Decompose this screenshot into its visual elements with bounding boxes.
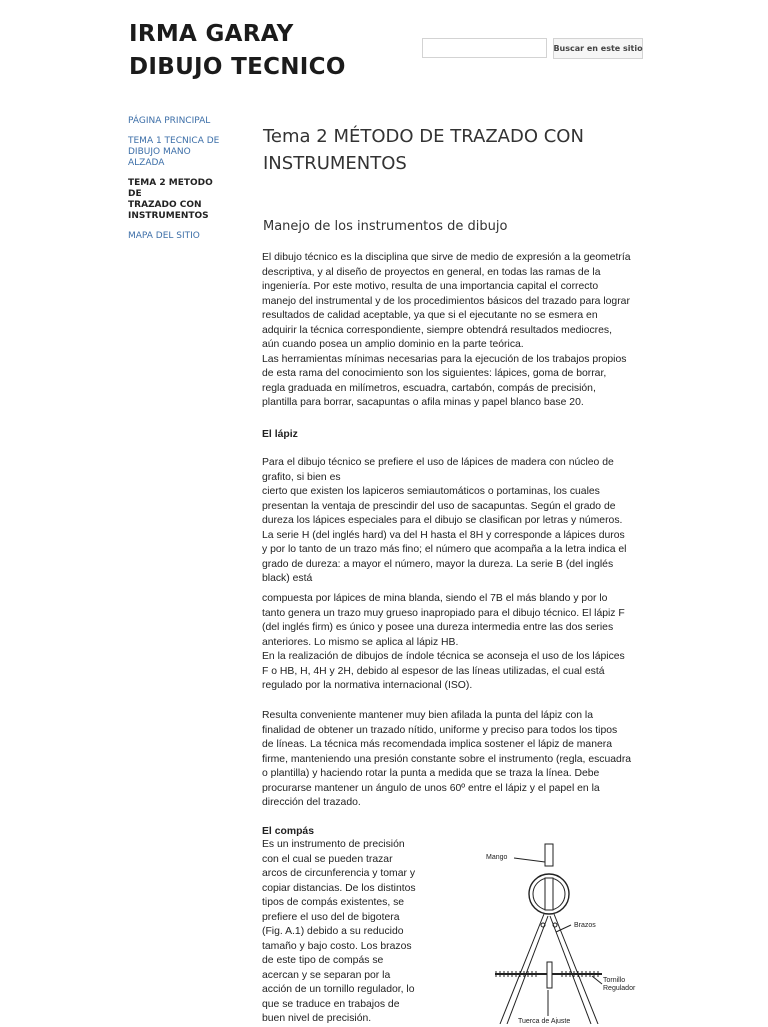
sidebar-item-tema-1[interactable] <box>128 136 228 169</box>
text-line: F o HB, H, 4H y 2H, debido al espesor de las líneas utilizadas, el cual está <box>262 665 605 677</box>
label-brazos: Brazos <box>574 922 596 929</box>
sidebar-item-tema-2[interactable] <box>128 178 228 222</box>
text-line: En la realización de dibujos de índole técnica se aconseja el uso de los lápices <box>262 651 625 662</box>
search-input[interactable] <box>422 38 547 58</box>
text-line: copiar distancias. De los distintos <box>262 882 416 894</box>
text-line: compuesta por lápices de mina blanda, siendo el 7B el más blando y por lo <box>262 593 608 604</box>
text-line: adquirir la técnica correspondiente, siempre obtendrá resultados mediocres, <box>262 324 613 336</box>
compass-head <box>545 878 553 910</box>
sidebar-item-label: DIBUJO MANO ALZADA <box>128 147 191 168</box>
site-title-line2: DIBUJO TECNICO <box>129 54 346 80</box>
page-title-line2: INSTRUMENTOS <box>263 153 407 174</box>
text-line: aún cuando posea un amplio dominio en la parte teórica. <box>262 339 524 350</box>
text-line: Para el dibujo técnico se prefiere el uso de lápices de madera con núcleo de <box>262 457 614 468</box>
sidebar-item-label: INSTRUMENTOS <box>128 211 209 221</box>
sidebar-item-label: TEMA 2 METODO DE <box>128 178 213 199</box>
paragraph-intro <box>262 251 647 411</box>
paragraph-lapiz-series <box>262 592 647 694</box>
sidebar-nav <box>128 116 228 251</box>
text-line: de este tipo de compás se <box>262 955 384 966</box>
text-line: o plantilla) y haciendo rotar la punta a medida que se traza la línea. Debe <box>262 768 600 779</box>
text-line: arcos de circunferencia y tomar y <box>262 868 416 879</box>
compass-arm-left-inner <box>507 916 548 1024</box>
label-mango: Mango <box>486 854 508 861</box>
leader-brazos <box>556 925 571 932</box>
compass-arm-left <box>500 914 544 1024</box>
text-line: anteriores. Lo mismo se aplica al lápiz HB. <box>262 636 459 648</box>
text-line: grafito, si bien es <box>262 471 341 483</box>
compass-diagram <box>470 842 645 1024</box>
text-line: manejo del instrumental y de los procedimientos básicos del trazado para lograr <box>262 295 630 307</box>
text-line: finalidad de obtener un trazado nítido, uniforme y preciso para todos los tipos <box>262 724 618 736</box>
lapiz-heading: El lápiz <box>262 429 298 440</box>
text-line: black) está <box>262 573 313 584</box>
sidebar-item-label: TEMA 1 TECNICA DE <box>128 136 220 146</box>
label-regulador: Regulador <box>603 985 636 992</box>
text-line: acción de un tornillo regulador, lo <box>262 984 415 995</box>
paragraph-compas <box>262 838 437 1027</box>
compas-heading: El compás <box>262 826 314 837</box>
text-line: resultados de calidad aceptable, ya que si el ejecutante no se esmera en <box>262 310 598 321</box>
page-title-line1: Tema 2 MÉTODO DE TRAZADO CON <box>263 126 584 147</box>
text-line: Es un instrumento de precisión <box>262 839 405 850</box>
text-line: firme, manteniendo una presión constante sobre el instrumento (regla, escuadra <box>262 753 632 765</box>
text-line: que se traduce en trabajos de <box>262 998 400 1010</box>
leader-mango <box>514 858 545 862</box>
text-line: prefiere el uso del de bigotera <box>262 911 400 923</box>
text-line: plantilla para borrar, sacapuntas o afila minas y papel blanco base 20. <box>262 397 584 408</box>
site-title[interactable] <box>129 18 346 84</box>
site-title-line1: IRMA GARAY <box>129 21 294 47</box>
text-line: dirección del trazado. <box>262 797 361 808</box>
compass-handle <box>545 844 553 866</box>
label-tuerca: Tuerca de Ajuste <box>518 1018 571 1024</box>
text-line: de esta rama del conocimiento son los siguientes: lápices, goma de borrar, <box>262 368 607 379</box>
text-line: tipos de compás existentes, se <box>262 897 405 908</box>
section-heading: Manejo de los instrumentos de dibujo <box>263 219 508 234</box>
text-line: descriptiva, y al diseño de proyectos en general, en todas las ramas de la <box>262 266 601 278</box>
text-line: tamaño y bajo costo. Los brazos <box>262 940 412 952</box>
compass-arm-right <box>554 914 598 1024</box>
text-line: ingeniería. Por este motivo, resulta de una importancia capital el correcto <box>262 281 599 292</box>
paragraph-afilado <box>262 709 647 811</box>
text-line: tanto genera un trazo muy grueso inapropiado para el dibujo técnico. El lápiz F <box>262 607 625 619</box>
text-line: con el cual se pueden trazar <box>262 853 393 865</box>
paragraph-lapiz <box>262 456 647 587</box>
text-line: La serie H (del inglés hard) va del H hasta el 8H y corresponde a lápices duros <box>262 529 625 541</box>
text-line: buen nivel de precisión. <box>262 1013 372 1024</box>
sidebar-item-pagina-principal[interactable]: PÁGINA PRINCIPAL <box>128 116 211 126</box>
text-line: regulado por la normativa internacional (ISO). <box>262 680 473 691</box>
text-line: (del inglés firm) es único y posee una dureza intermedia entre las dos series <box>262 622 614 633</box>
text-line: acercan y se separan por la <box>262 969 391 981</box>
sidebar-item-label: TRAZADO CON <box>128 200 202 210</box>
text-line: de líneas. La técnica más recomendada implica sostener el lápiz de manera <box>262 739 613 750</box>
page-title <box>263 123 643 177</box>
search-button[interactable]: Buscar en este sitio <box>553 38 643 59</box>
text-line: (Fig. A.1) debido a su reducido <box>262 926 404 937</box>
text-line: grado de dureza: a mayor el número, mayor la dureza. La serie B (del inglés <box>262 558 614 570</box>
label-tornillo: Tornillo <box>603 977 626 984</box>
text-line: y por lo tanto de un trazo más fino; el número que acompaña a la letra indica el <box>262 544 627 555</box>
text-line: dureza los lápices especiales para el dibujo se clasifican por letras y números. <box>262 515 623 526</box>
text-line: regla graduada en milímetros, escuadra, cartabón, compás de precisión, <box>262 382 596 394</box>
text-line: Resulta conveniente mantener muy bien afilada la punta del lápiz con la <box>262 710 593 721</box>
adjust-nut <box>547 962 552 988</box>
text-line: cierto que existen los lapiceros semiautomáticos o portaminas, los cuales <box>262 486 600 497</box>
text-line: presentan la ventaja de prescindir del uso de sacapuntas. Según el grado de <box>262 500 616 512</box>
text-line: El dibujo técnico es la disciplina que sirve de medio de expresión a la geometría <box>262 252 631 263</box>
text-line: Las herramientas mínimas necesarias para la ejecución de los trabajos propios <box>262 353 627 365</box>
leader-tornillo <box>592 976 602 984</box>
sidebar-item-mapa-del-sitio[interactable]: MAPA DEL SITIO <box>128 231 200 241</box>
text-line: procurarse mantener un ángulo de unos 60º entre el lápiz y el papel en la <box>262 782 600 794</box>
